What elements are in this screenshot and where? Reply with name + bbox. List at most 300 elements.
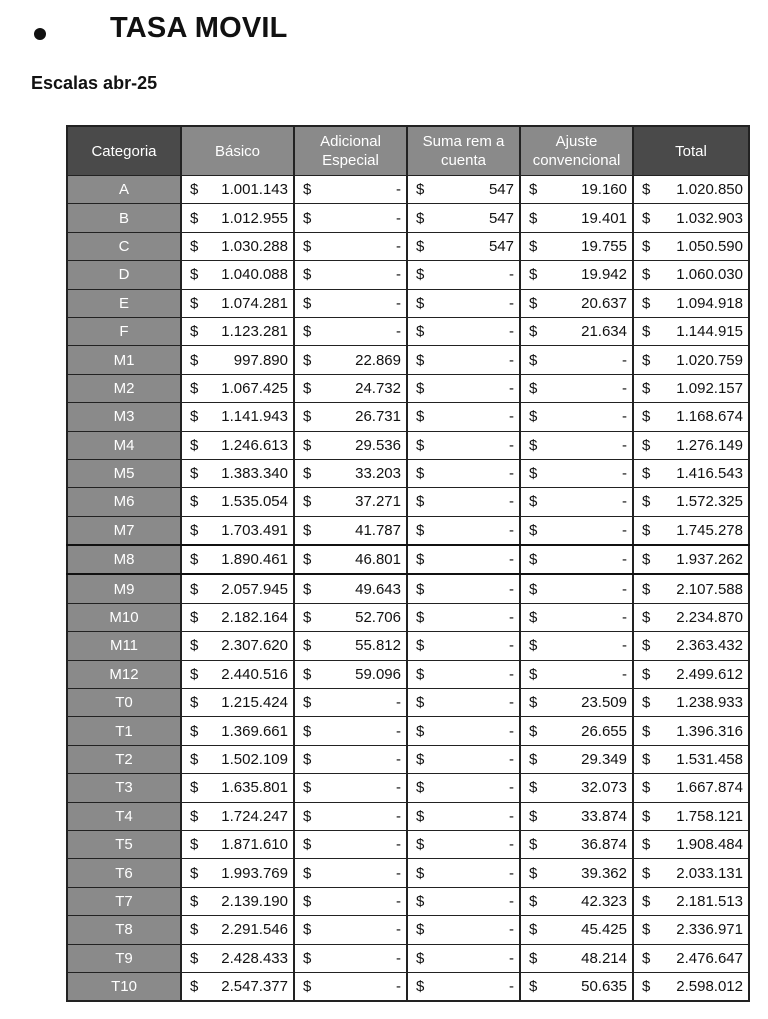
currency-symbol: $ [529,921,538,939]
amount: 1.141.943 [221,408,288,426]
basico-cell [181,802,294,830]
ajuste-convencional-cell [520,374,633,402]
ajuste-convencional-cell [520,346,633,374]
table-row [67,632,749,660]
currency-symbol: $ [642,181,651,199]
money-value [416,408,514,425]
currency-symbol: $ [190,521,199,539]
currency-symbol: $ [190,836,199,854]
money-value [642,836,743,853]
currency-symbol: $ [190,323,199,341]
total-cell [633,317,749,345]
total-cell [633,261,749,289]
money-value [303,808,401,825]
category-cell: C [67,232,181,260]
money-value [529,666,627,683]
ajuste-convencional-cell [520,745,633,773]
total-cell [633,516,749,545]
money-value [416,551,514,568]
currency-symbol: $ [529,751,538,768]
amount: 2.291.546 [221,921,288,939]
table-row [67,660,749,688]
amount: 19.755 [581,237,627,255]
currency-symbol: $ [529,949,538,967]
amount: - [509,294,514,312]
currency-symbol: $ [529,551,538,569]
currency-symbol: $ [416,351,425,369]
currency-symbol: $ [416,493,425,511]
amount: - [396,978,401,996]
money-value [416,437,514,454]
table-row [67,346,749,374]
currency-symbol: $ [190,807,199,825]
table-header-row [67,126,749,176]
total-cell [633,459,749,487]
currency-symbol: $ [190,294,199,312]
amount: - [396,892,401,910]
currency-symbol: $ [529,864,538,882]
amount: - [509,408,514,426]
currency-symbol: $ [303,694,312,712]
money-value [416,950,514,967]
ajuste-convencional-cell [520,459,633,487]
currency-symbol: $ [190,722,199,740]
amount: 22.869 [355,351,401,369]
adicional-especial-cell [294,944,407,972]
total-cell [633,346,749,374]
amount: 1.993.769 [221,864,288,882]
basico-cell [181,916,294,944]
currency-symbol: $ [303,493,312,511]
amount: 37.271 [355,493,401,511]
currency-symbol: $ [642,209,651,227]
currency-symbol: $ [190,379,199,397]
salary-scale-table [66,125,750,1002]
money-value [529,465,627,482]
currency-symbol: $ [642,493,651,511]
category-cell: T10 [67,972,181,1001]
money-value [529,238,627,255]
amount: 2.598.012 [676,978,743,996]
currency-symbol: $ [529,379,538,397]
suma-rem-a-cuenta-cell [407,289,520,317]
currency-symbol: $ [529,665,538,683]
amount: 1.092.157 [676,379,743,397]
amount: - [396,237,401,255]
amount: - [509,836,514,854]
money-value [642,408,743,425]
category-cell: T5 [67,830,181,858]
total-cell [633,403,749,431]
amount: 1.067.425 [221,379,288,397]
money-value [190,978,288,995]
currency-symbol: $ [642,807,651,825]
adicional-especial-cell [294,689,407,717]
suma-rem-a-cuenta-cell [407,944,520,972]
currency-symbol: $ [416,665,425,683]
money-value [190,836,288,853]
currency-symbol: $ [190,181,199,199]
money-value [303,666,401,683]
total-cell [633,204,749,232]
money-value [642,723,743,740]
basico-cell [181,574,294,603]
amount: 26.655 [581,722,627,740]
table-row [67,689,749,717]
total-cell [633,972,749,1001]
currency-symbol: $ [303,521,312,539]
currency-symbol: $ [416,181,425,199]
amount: - [509,436,514,454]
suma-rem-a-cuenta-cell [407,459,520,487]
amount: - [622,493,627,511]
amount: - [509,580,514,598]
adicional-especial-cell [294,745,407,773]
currency-symbol: $ [190,266,199,284]
money-value [416,266,514,283]
column-header-basico: Básico [181,126,294,176]
total-cell [633,632,749,660]
money-value [190,210,288,227]
amount: 1.502.109 [221,751,288,768]
money-value [642,437,743,454]
ajuste-convencional-cell [520,431,633,459]
currency-symbol: $ [303,779,312,797]
money-value [642,266,743,283]
table-row [67,603,749,631]
ajuste-convencional-cell [520,204,633,232]
table-row [67,431,749,459]
adicional-especial-cell [294,431,407,459]
money-value [416,666,514,683]
money-value [303,266,401,283]
amount: 29.349 [581,751,627,768]
ajuste-convencional-cell [520,317,633,345]
ajuste-convencional-cell [520,887,633,915]
adicional-especial-cell [294,660,407,688]
adicional-especial-cell [294,774,407,802]
amount: 2.107.588 [676,580,743,598]
amount: 1.572.325 [676,493,743,511]
money-value [190,666,288,683]
currency-symbol: $ [642,323,651,341]
money-value [190,808,288,825]
ajuste-convencional-cell [520,232,633,260]
total-cell [633,176,749,204]
amount: 1.215.424 [221,694,288,712]
money-value [303,921,401,938]
table-row [67,944,749,972]
money-value [303,238,401,255]
amount: 1.871.610 [221,836,288,854]
ajuste-convencional-cell [520,689,633,717]
category-cell: E [67,289,181,317]
money-value [190,779,288,796]
total-cell [633,916,749,944]
currency-symbol: $ [529,323,538,341]
suma-rem-a-cuenta-cell [407,431,520,459]
currency-symbol: $ [416,637,425,655]
currency-symbol: $ [642,751,651,768]
money-value [190,551,288,568]
currency-symbol: $ [190,751,199,768]
money-value [642,238,743,255]
currency-symbol: $ [642,892,651,910]
table-row [67,204,749,232]
suma-rem-a-cuenta-cell [407,346,520,374]
money-value [642,380,743,397]
amount: - [509,493,514,511]
amount: 42.323 [581,892,627,910]
money-value [303,551,401,568]
basico-cell [181,774,294,802]
amount: - [622,436,627,454]
basico-cell [181,603,294,631]
amount: - [622,351,627,369]
currency-symbol: $ [416,864,425,882]
adicional-especial-cell [294,317,407,345]
ajuste-convencional-cell [520,488,633,516]
category-cell: F [67,317,181,345]
money-value [416,836,514,853]
table-row [67,459,749,487]
currency-symbol: $ [642,266,651,284]
amount: 1.745.278 [676,521,743,539]
money-value [190,609,288,626]
money-value [529,437,627,454]
currency-symbol: $ [303,921,312,939]
total-cell [633,745,749,773]
currency-symbol: $ [529,779,538,797]
amount: 1.416.543 [676,465,743,483]
amount: 2.547.377 [221,978,288,996]
amount: 52.706 [355,609,401,627]
currency-symbol: $ [529,580,538,598]
money-value [642,295,743,312]
amount: 2.057.945 [221,580,288,598]
amount: - [396,266,401,284]
column-header-ajuste-convencional: Ajuste convencional [520,126,633,176]
money-value [642,493,743,510]
currency-symbol: $ [303,351,312,369]
table-row [67,176,749,204]
title-row [30,12,288,54]
money-value [416,210,514,227]
amount: 49.643 [355,580,401,598]
category-cell: B [67,204,181,232]
table-row [67,488,749,516]
amount: - [622,665,627,683]
adicional-especial-cell [294,887,407,915]
money-value [303,694,401,711]
suma-rem-a-cuenta-cell [407,717,520,745]
category-cell: M7 [67,516,181,545]
amount: 1.635.801 [221,779,288,797]
money-value [303,181,401,198]
adicional-especial-cell [294,545,407,574]
currency-symbol: $ [642,779,651,797]
amount: - [622,379,627,397]
money-value [529,808,627,825]
currency-symbol: $ [416,294,425,312]
amount: 1.724.247 [221,807,288,825]
adicional-especial-cell [294,261,407,289]
amount: - [509,637,514,655]
currency-symbol: $ [303,209,312,227]
basico-cell [181,944,294,972]
currency-symbol: $ [642,521,651,539]
ajuste-convencional-cell [520,774,633,802]
currency-symbol: $ [642,978,651,996]
money-value [529,723,627,740]
ajuste-convencional-cell [520,403,633,431]
amount: 59.096 [355,665,401,683]
amount: - [396,864,401,882]
currency-symbol: $ [190,237,199,255]
category-cell: T6 [67,859,181,887]
suma-rem-a-cuenta-cell [407,516,520,545]
table-row [67,374,749,402]
ajuste-convencional-cell [520,574,633,603]
currency-symbol: $ [529,408,538,426]
amount: 32.073 [581,779,627,797]
money-value [303,637,401,654]
money-value [190,323,288,340]
ajuste-convencional-cell [520,516,633,545]
money-value [642,581,743,598]
adicional-especial-cell [294,516,407,545]
category-cell: T9 [67,944,181,972]
currency-symbol: $ [529,722,538,740]
currency-symbol: $ [642,465,651,483]
basico-cell [181,289,294,317]
amount: - [396,807,401,825]
money-value [416,893,514,910]
money-value [190,921,288,938]
table-row [67,774,749,802]
money-value [190,408,288,425]
money-value [190,865,288,882]
basico-cell [181,660,294,688]
currency-symbol: $ [529,836,538,854]
amount: 547 [488,209,514,227]
amount: 2.307.620 [221,637,288,655]
basico-cell [181,972,294,1001]
total-cell [633,830,749,858]
money-value [529,921,627,938]
basico-cell [181,459,294,487]
money-value [416,921,514,938]
amount: 55.812 [355,637,401,655]
money-value [642,637,743,654]
amount: - [509,521,514,539]
ajuste-convencional-cell [520,717,633,745]
money-value [642,609,743,626]
money-value [303,978,401,995]
money-value [416,352,514,369]
basico-cell [181,830,294,858]
money-value [416,723,514,740]
currency-symbol: $ [303,181,312,199]
currency-symbol: $ [642,408,651,426]
amount: 1.074.281 [221,294,288,312]
money-value [529,751,627,768]
amount: 19.942 [581,266,627,284]
suma-rem-a-cuenta-cell [407,802,520,830]
table-row [67,261,749,289]
amount: - [396,949,401,967]
money-value [190,181,288,198]
category-cell: T3 [67,774,181,802]
amount: 2.363.432 [676,637,743,655]
amount: 24.732 [355,379,401,397]
amount: - [509,949,514,967]
money-value [642,950,743,967]
suma-rem-a-cuenta-cell [407,887,520,915]
category-cell: M2 [67,374,181,402]
adicional-especial-cell [294,459,407,487]
currency-symbol: $ [416,551,425,569]
amount: - [396,694,401,712]
adicional-especial-cell [294,204,407,232]
currency-symbol: $ [190,921,199,939]
amount: 1.383.340 [221,465,288,483]
amount: 2.499.612 [676,665,743,683]
basico-cell [181,689,294,717]
money-value [529,408,627,425]
amount: 1.369.661 [221,722,288,740]
adicional-especial-cell [294,830,407,858]
amount: - [509,379,514,397]
amount: 1.890.461 [221,551,288,569]
money-value [642,694,743,711]
currency-symbol: $ [416,836,425,854]
amount: - [396,722,401,740]
money-value [529,352,627,369]
money-value [190,295,288,312]
currency-symbol: $ [529,609,538,627]
currency-symbol: $ [642,836,651,854]
currency-symbol: $ [642,580,651,598]
amount: 1.144.915 [676,323,743,341]
amount: 1.937.262 [676,551,743,569]
money-value [303,865,401,882]
amount: - [509,892,514,910]
amount: 33.874 [581,807,627,825]
currency-symbol: $ [303,751,312,768]
amount: 1.020.850 [676,181,743,199]
table-row [67,545,749,574]
amount: - [509,266,514,284]
money-value [416,779,514,796]
currency-symbol: $ [642,609,651,627]
currency-symbol: $ [303,864,312,882]
money-value [642,978,743,995]
column-header-categoria: Categoria [67,126,181,176]
amount: 29.536 [355,436,401,454]
suma-rem-a-cuenta-cell [407,204,520,232]
currency-symbol: $ [529,694,538,712]
amount: 19.401 [581,209,627,227]
amount: 1.050.590 [676,237,743,255]
money-value [642,181,743,198]
suma-rem-a-cuenta-cell [407,830,520,858]
currency-symbol: $ [190,779,199,797]
currency-symbol: $ [190,892,199,910]
amount: 39.362 [581,864,627,882]
suma-rem-a-cuenta-cell [407,317,520,345]
money-value [416,493,514,510]
